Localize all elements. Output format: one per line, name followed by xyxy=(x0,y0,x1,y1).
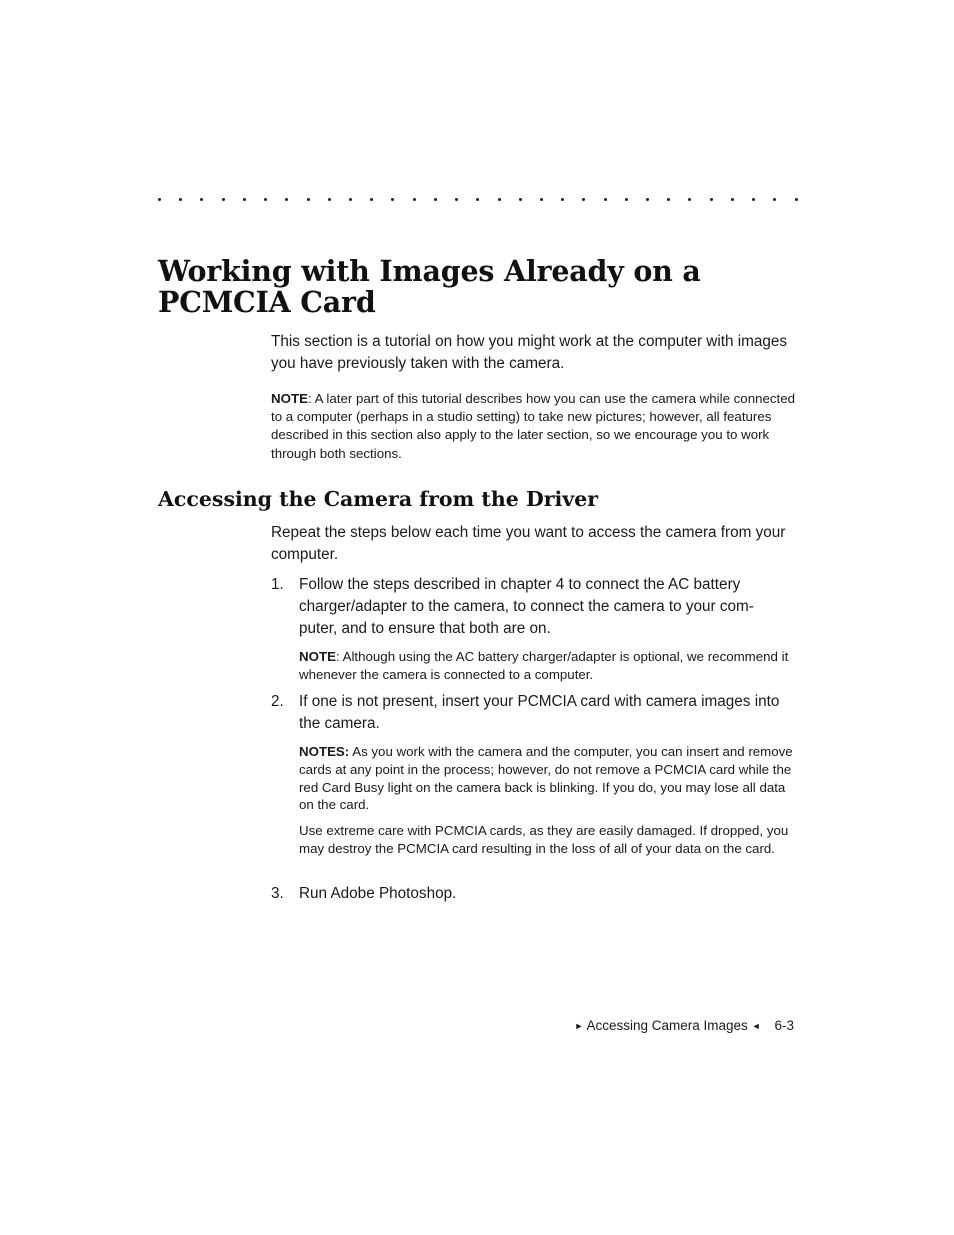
intro-paragraph: This section is a tutorial on how you might work at the computer with images you have previously taken with the camera. xyxy=(271,333,788,372)
footer-chapter-title: Accessing Camera Images xyxy=(586,1018,748,1033)
step-1-number: 1. xyxy=(271,576,284,593)
step-1-line-3: puter, and to ensure that both are on. xyxy=(299,620,551,637)
dotted-rule xyxy=(158,198,798,201)
step-2-note-label: NOTES: xyxy=(299,744,350,759)
page-title-line-1: Working with Images Already on a xyxy=(158,254,701,288)
page-number: 6-3 xyxy=(774,1018,794,1033)
page-title-line-2: PCMCIA Card xyxy=(158,285,376,319)
page-title xyxy=(158,256,798,318)
note-intro xyxy=(271,390,799,463)
step-1-text xyxy=(299,574,799,640)
step-1-note xyxy=(299,648,799,684)
step-3-text: Run Adobe Photoshop. xyxy=(299,885,457,902)
step-2-text: If one is not present, insert your PCMCIA card with camera images into the camera. xyxy=(299,693,780,732)
page-footer xyxy=(575,1016,794,1037)
step-3-number: 3. xyxy=(271,885,284,902)
step-2-note-text: As you work with the camera and the computer, you can insert and remove cards at any point in the process; however, do not remove a PCMCIA card while the red Card Busy light on the camera back is blinking. If you do, you may lose all data on the card. xyxy=(299,744,793,813)
step-1-note-text: : Although using the AC battery charger/adapter is optional, we recommend it whenever the camera is connected to a computer. xyxy=(299,649,789,682)
note-label: NOTE xyxy=(271,391,308,406)
step-2-note xyxy=(299,743,799,814)
triangle-right-icon: ► xyxy=(574,1021,584,1031)
triangle-left-icon: ◄ xyxy=(751,1021,761,1031)
step-1-note-label: NOTE xyxy=(299,649,336,664)
step-1-line-2: charger/adapter to the camera, to connect the camera to your com- xyxy=(299,598,754,615)
step-2-caution: Use extreme care with PCMCIA cards, as they are easily damaged. If dropped, you may destroy the PCMCIA card resulting in the loss of all of your data on the card. xyxy=(299,823,789,856)
section-heading: Accessing the Camera from the Driver xyxy=(158,487,599,511)
step-2-number: 2. xyxy=(271,693,284,710)
note-text: : A later part of this tutorial describes how you can use the camera while connected to a computer (perhaps in a studio setting) to take new pictures; however, all features described in this section also apply to the later section, so we encourage you to work through both sections. xyxy=(271,391,796,461)
section-intro-paragraph: Repeat the steps below each time you want to access the camera from your computer. xyxy=(271,524,786,563)
step-1-line-1: Follow the steps described in chapter 4 to connect the AC battery xyxy=(299,576,741,593)
